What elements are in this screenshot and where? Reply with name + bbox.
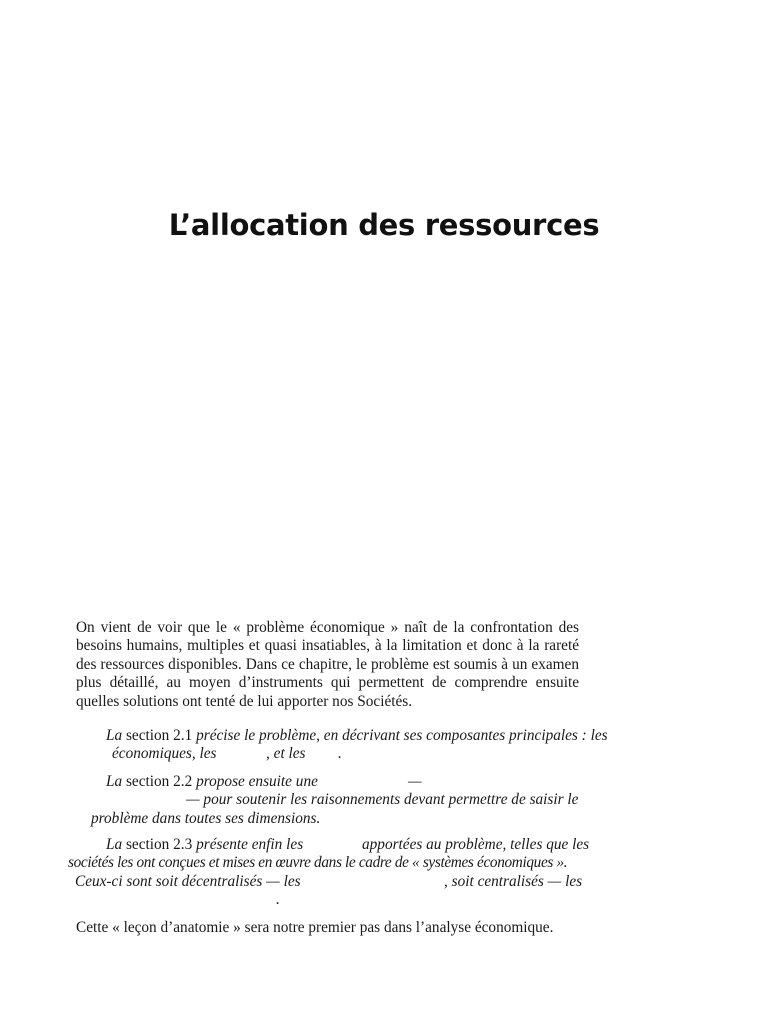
section-2-1-line-2: économiques, les , et les . bbox=[112, 745, 342, 763]
section-2-3-line-2: sociétés les ont conçues et mises en œuvre dans le cadre de « systèmes économiques ». bbox=[68, 854, 568, 872]
section-2-1-summary bbox=[76, 727, 608, 764]
section-2-3-line-4: . bbox=[276, 891, 280, 909]
section-2-1-ref: section 2.1 bbox=[125, 727, 193, 744]
section-2-3-ref: section 2.3 bbox=[125, 836, 193, 853]
section-2-3-line-3: Ceux-ci sont soit décentralisés — les , soit centralisés — les bbox=[75, 872, 583, 890]
section-2-2-summary bbox=[76, 773, 579, 828]
section-2-2-ref: section 2.2 bbox=[125, 773, 193, 790]
intro-paragraph: On vient de voir que le « problème économique » naît de la confrontation des besoins humains, multiples et quasi insatiables, à la limitation et donc à la rareté des ressources disponibles. Dans ce chapitre, le problème est soumis à un examen plus détaillé, au moyen d’instruments qui permettent de comprendre ensuite quelles solutions ont tenté de lui apporter nos Sociétés. bbox=[76, 619, 579, 710]
chapter-title: L’allocation des ressources bbox=[168, 208, 600, 242]
section-2-2-line-1: La section 2.2 propose ensuite une — bbox=[106, 773, 422, 790]
section-2-2-line-3: problème dans toutes ses dimensions. bbox=[91, 809, 321, 827]
section-2-1-line-1: La section 2.1 précise le problème, en décrivant ses composantes principales : les bbox=[106, 727, 608, 744]
closing-sentence: Cette « leçon d’anatomie » sera notre premier pas dans l’analyse économique. bbox=[76, 919, 554, 936]
section-2-2-line-2: — pour soutenir les raisonnements devant permettre de saisir le bbox=[186, 791, 579, 809]
section-2-3-summary bbox=[68, 836, 590, 910]
section-2-3-line-1: La section 2.3 présente enfin les apportées au problème, telles que les bbox=[106, 836, 590, 853]
